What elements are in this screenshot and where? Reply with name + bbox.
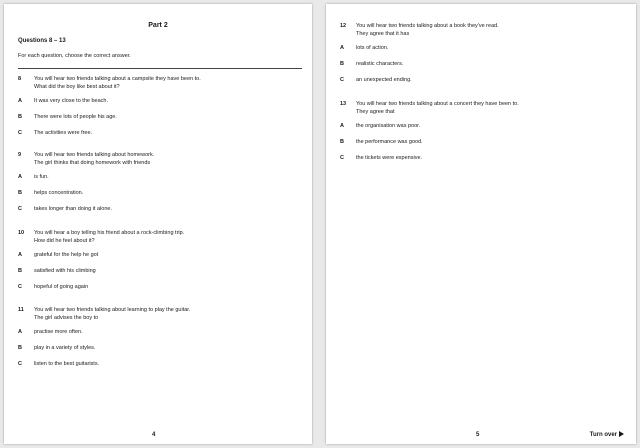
option-letter: B <box>18 190 22 196</box>
questions-range-heading: Questions 8 – 13 <box>18 38 66 44</box>
option-text: an unexpected ending. <box>356 77 412 83</box>
part-title: Part 2 <box>148 22 168 29</box>
instructions: For each question, choose the correct answer. <box>18 53 131 59</box>
question-number: 12 <box>340 23 347 29</box>
option-letter: C <box>18 130 22 136</box>
option-text: satisfied with his climbing <box>34 268 96 274</box>
option-letter: C <box>18 206 22 212</box>
option-text: It was very close to the beach. <box>34 98 108 104</box>
option-text: grateful for the help he got <box>34 252 99 258</box>
question-stem <box>356 100 621 116</box>
stem-line: How did he feel about it? <box>34 238 95 244</box>
question-number: 8 <box>18 76 22 82</box>
option-letter: B <box>18 114 22 120</box>
question-stem <box>34 229 299 245</box>
option-text: helps concentration. <box>34 190 84 196</box>
page-number: 4 <box>152 432 156 438</box>
question-number: 10 <box>18 230 25 236</box>
option-text: The activities were free. <box>34 130 93 136</box>
stem-line: What did the boy like best about it? <box>34 84 120 90</box>
option-text: the organisation was poor. <box>356 123 421 129</box>
exam-page-right <box>326 4 636 444</box>
option-text: listen to the best guitarists. <box>34 361 100 367</box>
question-number: 13 <box>340 101 347 107</box>
page-number: 5 <box>476 432 480 438</box>
option-letter: C <box>18 284 22 290</box>
stem-line: You will hear two friends talking about homework. <box>34 152 155 158</box>
option-letter: A <box>18 174 22 180</box>
option-letter: A <box>18 98 22 104</box>
option-letter: A <box>340 45 344 51</box>
stem-line: You will hear two friends talking about a concert they have been to. <box>356 101 519 107</box>
option-letter: B <box>18 345 22 351</box>
option-letter: B <box>340 61 344 67</box>
option-letter: B <box>340 139 344 145</box>
option-text: lots of action. <box>356 45 389 51</box>
stem-line: You will hear two friends talking about a campsite they have been to. <box>34 76 201 82</box>
stem-line: The girl advises the boy to <box>34 315 99 321</box>
option-text: play in a variety of styles. <box>34 345 96 351</box>
question-stem <box>34 151 299 167</box>
option-text: hopeful of going again <box>34 284 89 290</box>
option-text: the performance was good. <box>356 139 423 145</box>
stem-line: You will hear a boy telling his friend about a rock-climbing trip. <box>34 230 185 236</box>
option-letter: C <box>340 77 344 83</box>
stem-line: They agree that it has <box>356 31 410 37</box>
option-letter: C <box>340 155 344 161</box>
turn-over-text: Turn over <box>589 432 617 438</box>
question-stem <box>34 306 299 322</box>
stem-line: The girl thinks that doing homework with friends <box>34 160 151 166</box>
stem-line: They agree that <box>356 109 395 115</box>
option-text: takes longer than doing it alone. <box>34 206 112 212</box>
option-text: practise more often. <box>34 329 83 335</box>
arrow-right-icon <box>619 431 624 437</box>
option-letter: B <box>18 268 22 274</box>
option-text: realistic characters. <box>356 61 404 67</box>
option-letter: A <box>18 252 22 258</box>
divider-line <box>18 68 302 69</box>
option-letter: A <box>18 329 22 335</box>
question-stem <box>356 22 621 38</box>
option-text: is fun. <box>34 174 49 180</box>
question-stem <box>34 75 299 91</box>
exam-page-left <box>4 4 312 444</box>
option-letter: C <box>18 361 22 367</box>
question-number: 9 <box>18 152 22 158</box>
stem-line: You will hear two friends talking about a book they've read. <box>356 23 499 29</box>
option-text: There were lots of people his age. <box>34 114 117 120</box>
option-text: the tickets were expensive. <box>356 155 423 161</box>
turn-over-label <box>590 431 624 438</box>
stem-line: You will hear two friends talking about learning to play the guitar. <box>34 307 191 313</box>
option-letter: A <box>340 123 344 129</box>
question-number: 11 <box>18 307 24 313</box>
